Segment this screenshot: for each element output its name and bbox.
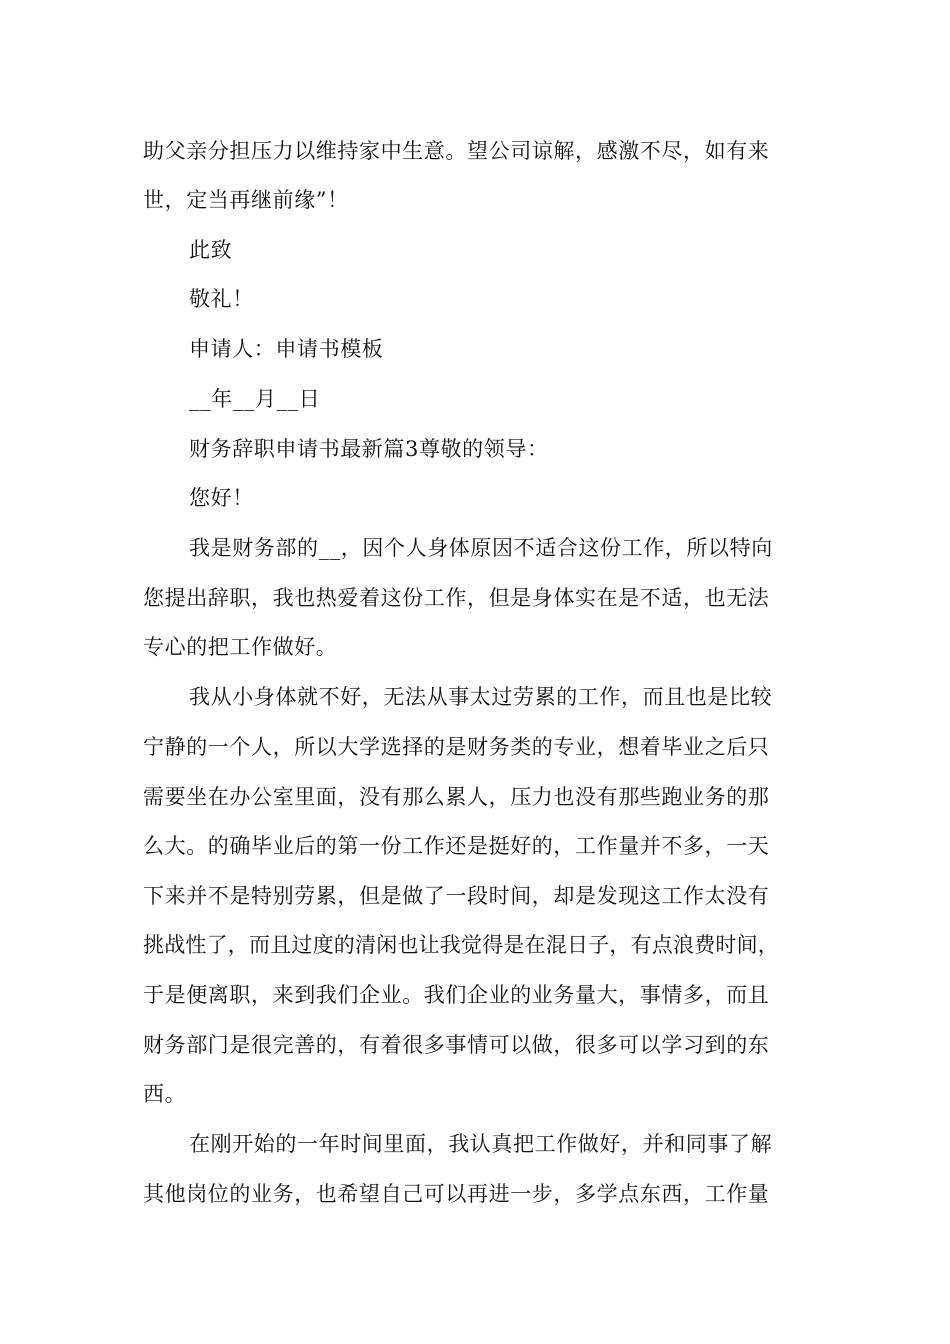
text-line: 其他岗位的业务，也希望自己可以再进一步，多学点东西，工作量 — [143, 1182, 770, 1206]
text-line: 在刚开始的一年时间里面，我认真把工作做好，并和同事了解 — [189, 1132, 773, 1156]
section-heading: 财务辞职申请书最新篇3尊敬的领导： — [189, 437, 549, 461]
text-line: 您提出辞职，我也热爱着这份工作，但是身体实在是不适，也无法 — [143, 586, 770, 610]
salutation-closing: 此致 — [189, 238, 233, 262]
text-line: 挑战性了，而且过度的清闲也让我觉得是在混日子，有点浪费时间， — [143, 933, 779, 957]
greeting-line: 您好！ — [189, 486, 254, 510]
text-line: 我从小身体就不好，无法从事太过劳累的工作，而且也是比较 — [189, 685, 773, 709]
text-line: 下来并不是特别劳累，但是做了一段时间，却是发现这工作太没有 — [143, 884, 770, 908]
text-line: 于是便离职，来到我们企业。我们企业的业务量大，事情多，而且 — [143, 983, 770, 1007]
text-line: 西。 — [143, 1082, 187, 1106]
text-line: 世，定当再继前缘”！ — [143, 188, 349, 212]
salutation-regards: 敬礼！ — [189, 287, 254, 311]
text-line: 需要坐在办公室里面，没有那么累人，压力也没有那些跑业务的那 — [143, 785, 770, 809]
text-line: 财务部门是很完善的，有着很多事情可以做，很多可以学习到的东 — [143, 1033, 770, 1057]
date-line: __年__月__日 — [189, 387, 321, 411]
applicant-line: 申请人：申请书模板 — [189, 337, 384, 361]
text-line: 宁静的一个人，所以大学选择的是财务类的专业，想着毕业之后只 — [143, 735, 770, 759]
text-line: 助父亲分担压力以维持家中生意。望公司谅解，感激不尽，如有来 — [143, 139, 770, 163]
text-line: 我是财务部的__，因个人身体原因不适合这份工作，所以特向 — [189, 536, 773, 560]
text-line: 专心的把工作做好。 — [143, 635, 338, 659]
text-line: 么大。的确毕业后的第一份工作还是挺好的，工作量并不多，一天 — [143, 834, 770, 858]
